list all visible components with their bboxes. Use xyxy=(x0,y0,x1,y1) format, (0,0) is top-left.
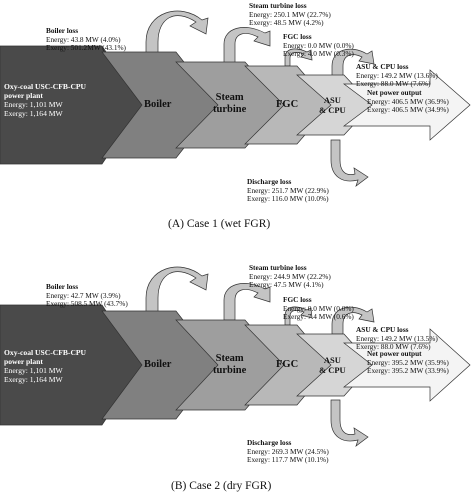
discharge-loss-arrow xyxy=(331,400,368,446)
case1-discharge-loss-label: Discharge loss Energy: 251.7 MW (22.9%) Exergy: 116.0 MW (10.0%) xyxy=(247,177,329,204)
case2-discharge-loss-label: Discharge loss Energy: 269.3 MW (24.5%) Exergy: 117.7 MW (10.1%) xyxy=(247,438,329,465)
case2-net-power-label: Net power output Energy: 395.2 MW (35.9%) Exergy: 395.2 MW (33.9%) xyxy=(367,349,449,376)
case1-net-power-label: Net power output Energy: 406.5 MW (36.9%) Exergy: 406.5 MW (34.9%) xyxy=(367,88,449,115)
case2-boiler-stage-label: Boiler xyxy=(144,359,172,370)
case2-asu-cpu-stage-label: ASU & CPU xyxy=(319,355,346,375)
case2-caption: (B) Case 2 (dry FGR) xyxy=(171,480,272,492)
boiler-loss-arrow xyxy=(146,267,208,318)
discharge-loss-arrow xyxy=(331,140,368,186)
case2-fgc-loss-label: FGC loss Energy: 0.0 MW (0.0%) Exergy: 7.4 MW (0.6%) xyxy=(283,295,354,322)
case2-plant-label: Oxy-coal USC-CFB-CPU power plant Energy: 1,101 MW Exergy: 1,164 MW xyxy=(4,348,87,384)
case2-boiler-loss-label: Boiler loss Energy: 42.7 MW (3.9%) Exergy: 508.5 MW (43.7%) xyxy=(46,282,128,309)
case1-caption: (A) Case 1 (wet FGR) xyxy=(168,218,271,230)
case1-asu-cpu-stage-label: ASU & CPU xyxy=(319,95,346,115)
case1-boiler-loss-label: Boiler loss Energy: 43.8 MW (4.0%) Exergy: 501.2MW (43.1%) xyxy=(46,26,126,53)
case1-steam-turbine-stage-label: Steam turbine xyxy=(213,92,247,115)
case2-steam-turbine-stage-label: Steam turbine xyxy=(213,353,247,376)
case1-asu-cpu-loss-label: ASU & CPU loss Energy: 149.2 MW (13.6%) Exergy: 88.0 MW (7.6%) xyxy=(356,62,438,89)
case2-fgc-stage-label: FGC xyxy=(276,359,299,370)
steam-turbine-loss-arrow xyxy=(224,27,270,63)
case1-steam-turbine-loss-label: Steam turbine loss Energy: 250.1 MW (22.7%) Exergy: 48.5 MW (4.2%) xyxy=(249,1,331,28)
case1-plant-label: Oxy-coal USC-CFB-CPU power plant Energy: 1,101 MW Exergy: 1,164 MW xyxy=(4,82,87,118)
case1-boiler-stage-label: Boiler xyxy=(144,99,172,110)
case1-fgc-stage-label: FGC xyxy=(276,99,299,110)
case2-steam-turbine-loss-label: Steam turbine loss Energy: 244.9 MW (22.2%) Exergy: 47.5 MW (4.1%) xyxy=(249,263,331,290)
case2-asu-cpu-loss-label: ASU & CPU loss Energy: 149.2 MW (13.5%) Exergy: 88.0 MW (7.6%) xyxy=(356,325,438,352)
case1-fgc-loss-label: FGC loss Energy: 0.0 MW (0.0%) Exergy: 4.0 MW (0.3%) xyxy=(283,32,354,59)
